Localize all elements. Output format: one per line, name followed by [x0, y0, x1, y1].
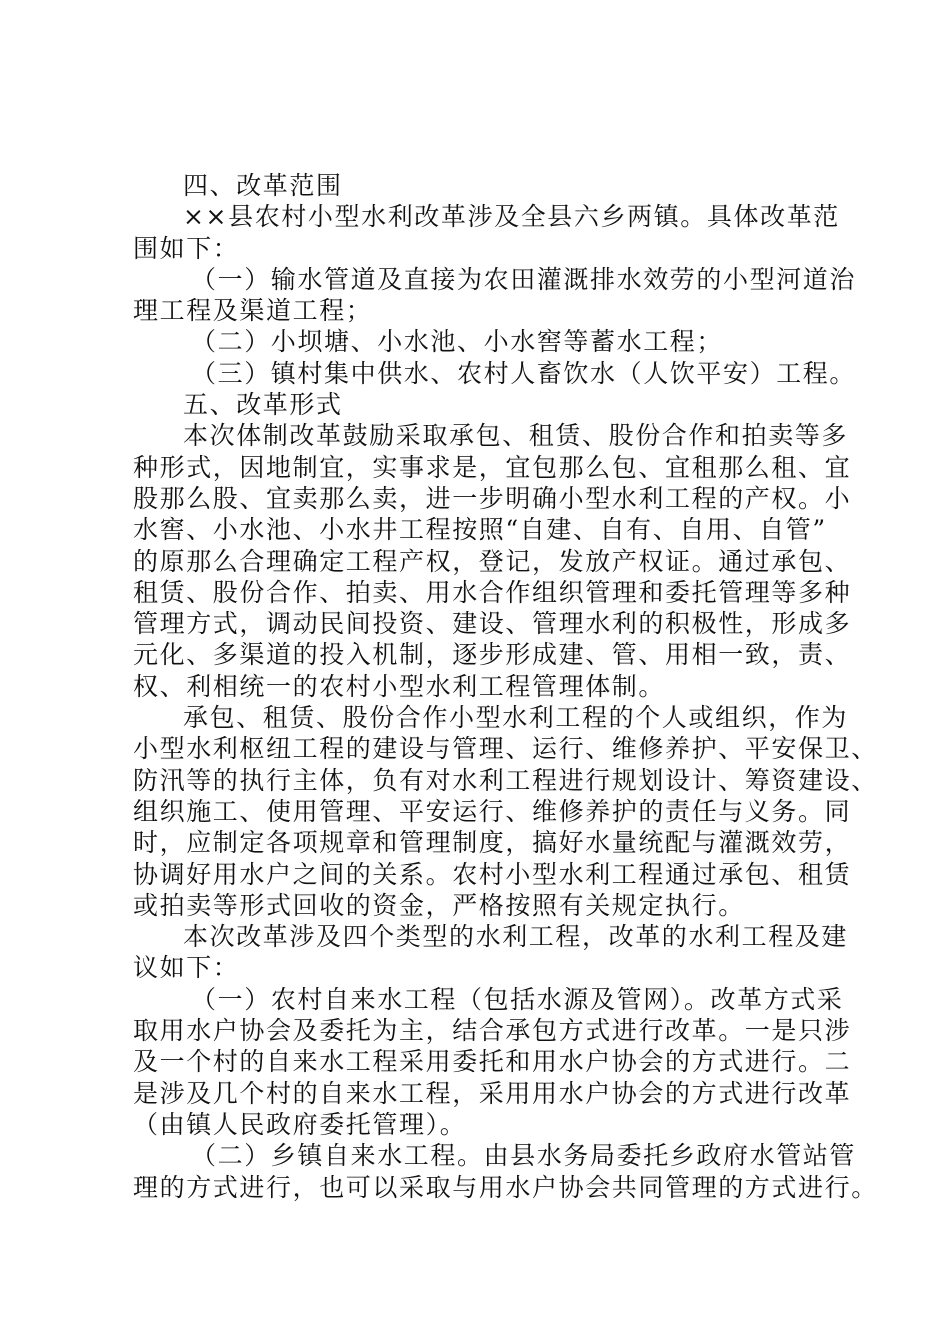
list-item-line: （三）镇村集中供水、农村人畜饮水（人饮平安）工程。 [191, 358, 857, 388]
list-item-line: 理工程及渠道工程； [133, 296, 373, 326]
paragraph-line: 小型水利枢纽工程的建设与管理、运行、维修养护、平安保卫、 [133, 734, 878, 764]
paragraph-line: 管理方式，调动民间投资、建设、管理水利的积极性，形成多 [133, 609, 852, 639]
paragraph-line: 承包、租赁、股份合作小型水利工程的个人或组织，作为 [183, 703, 849, 733]
paragraph-line: 种形式，因地制宜，实事求是，宜包那么包、宜租那么租、宜 [133, 452, 852, 482]
paragraph-line: 权、利相统一的农村小型水利工程管理体制。 [133, 671, 666, 701]
section-heading-form: 五、改革形式 [183, 390, 343, 420]
paragraph-line: 组织施工、使用管理、平安运行、维修养护的责任与义务。同 [133, 796, 852, 826]
paragraph-line: 时，应制定各项规章和管理制度，搞好水量统配与灌溉效劳， [133, 828, 852, 858]
paragraph-line: 议如下： [133, 953, 240, 983]
list-item-line: （由镇人民政府委托管理）。 [133, 1109, 467, 1139]
paragraph-line: 防汛等的执行主体，负有对水利工程进行规划设计、筹资建设、 [133, 765, 878, 795]
paragraph-line: 的原那么合理确定工程产权，登记，发放产权证。通过承包、 [133, 546, 852, 576]
paragraph-line: 本次改革涉及四个类型的水利工程，改革的水利工程及建 [183, 922, 849, 952]
paragraph-line: 元化、多渠道的投入机制，逐步形成建、管、用相一致，责、 [133, 640, 852, 670]
list-item-line: 及一个村的自来水工程采用委托和用水户协会的方式进行。二 [133, 1047, 852, 1077]
list-item-line: 是涉及几个村的自来水工程，采用用水户协会的方式进行改革 [133, 1078, 852, 1108]
list-item-line: 理的方式进行，也可以采取与用水户协会共同管理的方式进行。 [133, 1172, 878, 1202]
list-item-line: 取用水户协会及委托为主，结合承包方式进行改革。一是只涉 [133, 1016, 852, 1046]
paragraph-line: 股那么股、宜卖那么卖，进一步明确小型水利工程的产权。小 [133, 483, 852, 513]
list-item-line: （一）输水管道及直接为农田灌溉排水效劳的小型河道治 [191, 264, 857, 294]
list-item-line: （二）乡镇自来水工程。由县水务局委托乡政府水管站管 [191, 1141, 857, 1171]
document-body [133, 170, 878, 1203]
paragraph-line: 围如下： [133, 233, 240, 263]
paragraph-line: 本次体制改革鼓励采取承包、租赁、股份合作和拍卖等多 [183, 421, 849, 451]
paragraph-line: 协调好用水户之间的关系。农村小型水利工程通过承包、租赁 [133, 859, 852, 889]
paragraph-line: 水窖、小水池、小水井工程按照“自建、自有、自用、自管” [133, 515, 827, 545]
list-item-line: （二）小坝塘、小水池、小水窖等蓄水工程； [191, 327, 724, 357]
list-item-line: （一）农村自来水工程（包括水源及管网）。改革方式采 [191, 984, 844, 1014]
paragraph-line: ××县农村小型水利改革涉及全县六乡两镇。具体改革范 [183, 202, 840, 232]
paragraph-line: 租赁、股份合作、拍卖、用水合作组织管理和委托管理等多种 [133, 577, 852, 607]
paragraph-line: 或拍卖等形式回收的资金，严格按照有关规定执行。 [133, 890, 745, 920]
section-heading-scope: 四、改革范围 [183, 171, 343, 200]
